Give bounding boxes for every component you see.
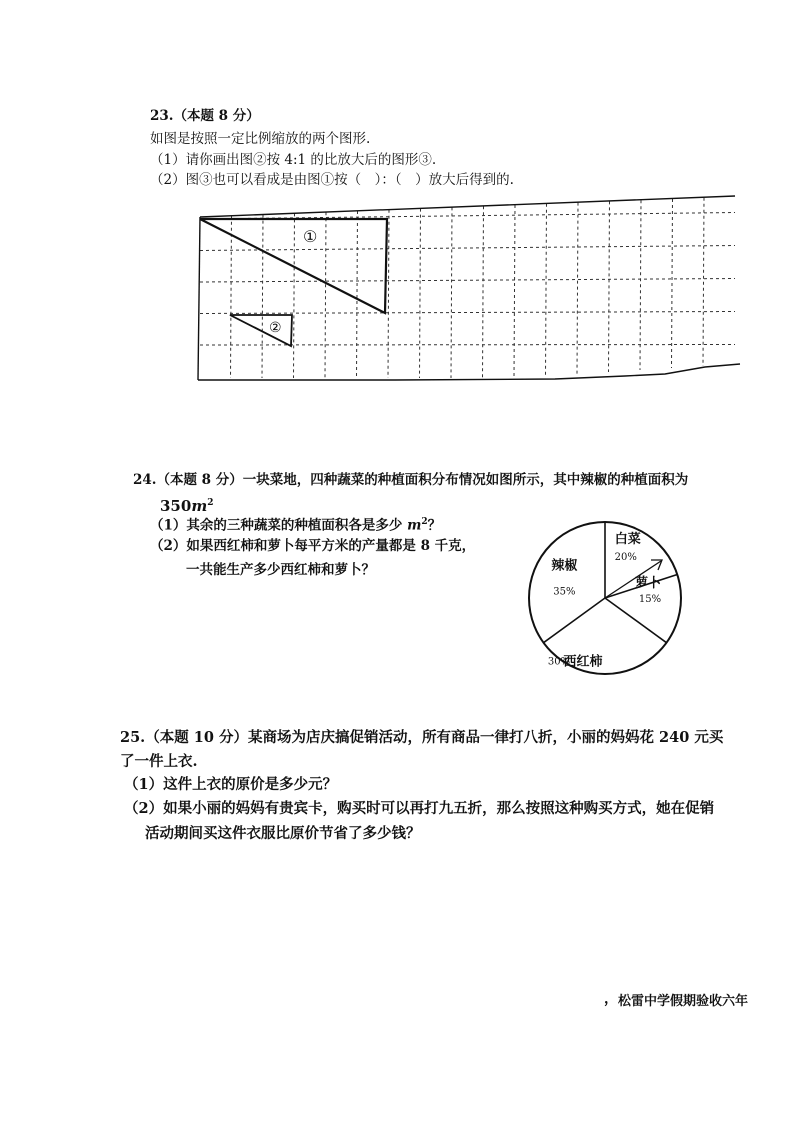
q25-part2-line1: （2）如果小丽的妈妈有贵宾卡，购买时可以再打九五折，那么按照这种购买方式，她在促销 [124,800,715,817]
q24-part2-line1: （2）如果西红柿和萝卜每平方米的产量都是 8 千克， [150,538,476,554]
pie-category-label: 白菜 [614,532,641,548]
q23-header: 23.（本题 8 分） [150,108,260,124]
pie-percent-label: 20% [614,552,637,564]
area-unit: m [191,497,208,515]
q23-intro: 如图是按照一定比例缩放的两个图形. [150,131,371,147]
pie-category-label: 西红柿 [563,654,603,670]
grid-vertical-line [514,205,515,378]
grid-top-edge [200,196,735,217]
q23-part2: （2）图③也可以看成是由图①按（ ）：（ ）放大后得到的. [150,172,514,188]
grid-vertical-line [262,215,263,378]
grid-vertical-line [609,201,610,372]
grid-vertical-line [451,207,452,378]
q25-part2-line2: 活动期间买这件衣服比原价节省了多少钱？ [145,825,421,842]
q25-part1: （1）这件上衣的原价是多少元？ [124,776,338,793]
grid-vertical-line [294,213,295,378]
grid-horizontal-line [200,279,735,283]
dashed-grid [200,198,735,378]
q24-part1 [150,513,441,535]
grid-vertical-line [483,206,484,378]
footer-school: 松雷中学假期验收六年 [618,994,749,1009]
grid-vertical-line [231,216,232,378]
q24-part1-tail: ？ [427,517,442,534]
grid-vertical-line [577,203,578,374]
pie-slice-boundary [544,598,605,643]
pie-percent-label: 35% [553,586,576,598]
pie-category-label: 萝卜 [635,576,662,592]
grid-vertical-line [703,198,704,366]
grid-vertical-line [325,212,326,378]
q25-line2: 了一件上衣. [120,753,198,770]
q24-part1-text: （1）其余的三种蔬菜的种植面积各是多少 [150,517,403,534]
figure-1-label: ① [303,227,318,246]
footer-mark: ， [604,991,618,1007]
q25-line1: 25.（本题 10 分）某商场为店庆搞促销活动，所有商品一律打八折，小丽的妈妈花 240 元买 [120,729,724,746]
q24-part1-sup: 2 [421,517,428,527]
grid-vertical-line [420,209,421,378]
pie-percent-label: 30% [547,656,571,668]
grid-vertical-line [388,210,389,378]
q24-header: 24.（本题 8 分）一块菜地，四种蔬菜的种植面积分布情况如图所示，其中辣椒的种植面积为 [133,472,689,488]
area-number: 350 [160,497,192,515]
grid-horizontal-line [200,345,735,346]
figure-2-label: ② [269,320,282,336]
grid-vertical-line [357,211,358,378]
grid-horizontal-line [200,312,735,314]
pie-category-label: 辣椒 [551,558,578,574]
q24-part2-line2: 一共能生产多少西红柿和萝卜？ [186,562,375,578]
pie-percent-label: 15% [638,594,662,606]
grid-horizontal-line [200,246,735,251]
triangle-figure-2 [230,315,292,346]
grid-left-edge [198,217,200,380]
vegetable-pie-chart [520,513,690,683]
q23-part1: （1）请你画出图②按 4:1 的比放大后的图形③. [150,152,437,168]
grid-vertical-line [672,199,673,368]
grid-bottom-edge [198,364,740,380]
area-unit-sup: 2 [207,498,214,508]
q24-area-value [160,494,213,515]
q24-part1-unit: m [407,517,422,534]
q23-grid-figure [195,184,755,384]
grid-vertical-line [546,204,547,376]
